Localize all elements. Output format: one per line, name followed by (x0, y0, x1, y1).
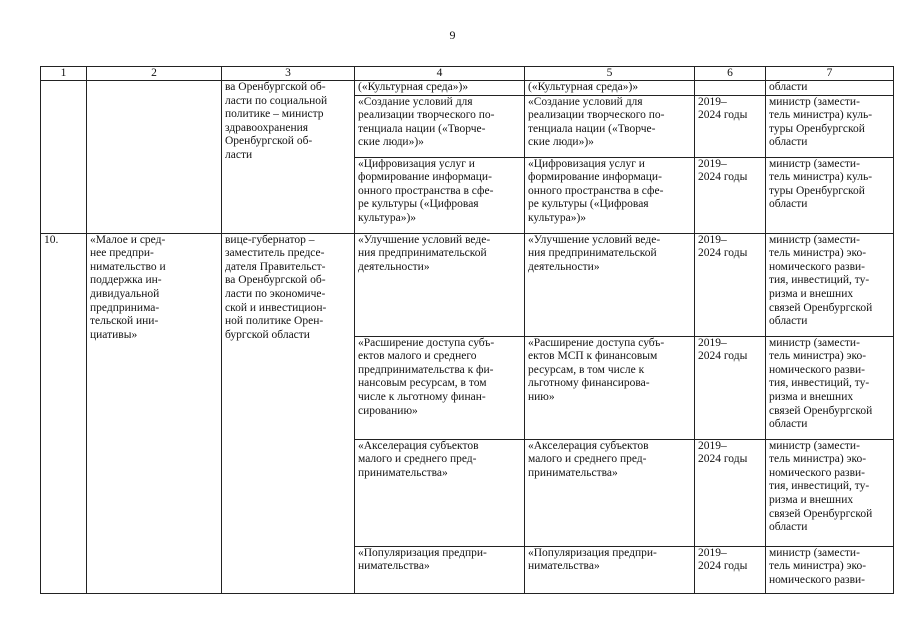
text-line: ре культуры («Цифровая (528, 198, 649, 211)
text-line: политике – министр (225, 108, 324, 121)
page-number: 9 (449, 28, 456, 42)
text-line: ектов малого и среднего (358, 350, 477, 363)
federal-project-cell (525, 95, 695, 157)
text-line: 2024 годы (698, 560, 748, 573)
text-line: «Акселерация субъектов (358, 439, 479, 452)
cell-text (225, 234, 351, 343)
text-line: тель министра) эко- (769, 350, 867, 363)
text-line: ния предпринимательской (358, 247, 487, 260)
cell-text (358, 158, 521, 226)
text-line: «Создание условий для (358, 95, 473, 108)
text-line: тия, инвестиций, ту- (769, 480, 870, 493)
regional-project-cell (355, 233, 525, 336)
text-line: ской и инвестицион- (225, 301, 327, 314)
text-line: министр (замести- (769, 157, 860, 170)
column-number: 2 (87, 67, 222, 81)
text-line: льготному финансирова- (528, 377, 650, 390)
text-line: малого и среднего пред- (358, 453, 477, 466)
text-line: сированию» (358, 404, 418, 417)
text-line: тель министра) эко- (769, 247, 867, 260)
text-line: 2019– (698, 157, 727, 170)
text-line: «Цифровизация услуг и (358, 157, 475, 170)
responsible-cell (766, 546, 894, 593)
text-line: «Расширение доступа субъ- (528, 336, 665, 349)
text-line: онного пространства в сфе- (358, 184, 494, 197)
text-line: ские люди»)» (528, 136, 594, 149)
cell-text (698, 96, 762, 123)
text-line: ектов МСП к финансовым (528, 350, 658, 363)
cell-text (769, 158, 890, 212)
text-line: ризма и внешних (769, 287, 854, 300)
text-line: 2019– (698, 95, 727, 108)
text-line: ва Оренбургской об- (225, 81, 326, 93)
national-project-cell (87, 81, 222, 234)
regional-project-cell (355, 336, 525, 439)
cell-text (698, 234, 762, 261)
text-line: тия, инвестиций, ту- (769, 274, 870, 287)
column-number: 4 (355, 67, 525, 81)
text-line: ния предпринимательской (528, 247, 657, 260)
text-line: тель министра) эко- (769, 453, 867, 466)
text-line: ласти по социальной (225, 94, 328, 107)
federal-project-cell (525, 439, 695, 546)
text-line: деятельности» (528, 260, 600, 273)
text-line: номического разви- (769, 260, 866, 273)
text-line: туры Оренбургской (769, 184, 865, 197)
period-cell (695, 336, 766, 439)
text-line: реализации творческого по- (528, 109, 665, 122)
table-row (41, 233, 894, 336)
text-line: («Культурная среда»)» (528, 81, 639, 93)
text-line: номического разви- (769, 363, 866, 376)
text-line: министр (замести- (769, 439, 860, 452)
column-number: 5 (525, 67, 695, 81)
text-line: области (769, 81, 808, 93)
text-line: культура»)» (528, 211, 587, 224)
text-line: принимательства» (358, 466, 448, 479)
text-line: числе к льготному финан- (358, 390, 486, 403)
text-line: предпринимательства к фи- (358, 363, 494, 376)
text-line: номического разви- (769, 573, 866, 586)
cell-text (769, 337, 890, 432)
text-line: бургской области (225, 328, 310, 341)
text-line: министр (замести- (769, 233, 860, 246)
cell-text (358, 81, 521, 95)
text-line: «Создание условий для (528, 95, 643, 108)
cell-text (698, 440, 762, 467)
text-line: области (769, 198, 808, 211)
text-line: «Улучшение условий веде- (358, 233, 491, 246)
cell-text (90, 234, 218, 343)
text-line: онного пространства в сфе- (528, 184, 664, 197)
curator-cell (222, 81, 355, 234)
text-line: нимательство и (90, 260, 166, 273)
national-project-cell (87, 233, 222, 593)
text-line: ризма и внешних (769, 493, 854, 506)
text-line: ной политике Орен- (225, 315, 324, 328)
cell-text (528, 81, 691, 95)
column-number: 1 (41, 67, 87, 81)
text-line: «Акселерация субъектов (528, 439, 649, 452)
text-line: министр (замести- (769, 336, 860, 349)
cell-text (528, 234, 691, 275)
text-line: тель министра) куль- (769, 171, 873, 184)
responsible-cell (766, 336, 894, 439)
text-line: 2019– (698, 233, 727, 246)
text-line: культура»)» (358, 211, 417, 224)
column-number: 7 (766, 67, 894, 81)
text-line: тельской ини- (90, 315, 159, 328)
text-line: нимательства» (358, 560, 430, 573)
text-line: тенциала нации («Творче- (528, 122, 656, 135)
text-line: дателя Правительст- (225, 260, 326, 273)
cell-text (528, 440, 691, 481)
text-line: здравоохранения (225, 121, 309, 134)
period-cell (695, 233, 766, 336)
column-number: 6 (695, 67, 766, 81)
period-cell (695, 157, 766, 233)
regional-project-cell (355, 439, 525, 546)
period-cell (695, 81, 766, 96)
text-line: министр (замести- (769, 546, 860, 559)
cell-text (769, 547, 890, 588)
cell-text (698, 337, 762, 364)
responsible-cell (766, 439, 894, 546)
text-line: поддержка ин- (90, 274, 162, 287)
text-line: ризма и внешних (769, 390, 854, 403)
federal-project-cell (525, 157, 695, 233)
cell-text (358, 337, 521, 419)
text-line: дивидуальной (90, 287, 160, 300)
text-line: 2024 годы (698, 247, 748, 260)
curator-cell (222, 233, 355, 593)
cell-text (698, 158, 762, 185)
text-line: нимательства» (528, 560, 600, 573)
text-line: тенциала нации («Творче- (358, 122, 486, 135)
regional-project-cell (355, 81, 525, 96)
regional-project-cell (355, 95, 525, 157)
cell-text (769, 81, 890, 95)
text-line: номического разви- (769, 466, 866, 479)
cell-text (769, 96, 890, 150)
text-line: ресурсам, в том числе к (528, 363, 645, 376)
regional-project-cell (355, 157, 525, 233)
text-line: «Популяризация предпри- (528, 546, 657, 559)
text-line: нее предпри- (90, 247, 154, 260)
text-line: области (769, 136, 808, 149)
text-line: тель министра) эко- (769, 560, 867, 573)
text-line: предпринима- (90, 301, 160, 314)
projects-table (40, 66, 894, 594)
responsible-cell (766, 233, 894, 336)
text-line: ва Оренбургской об- (225, 274, 326, 287)
text-line: 2024 годы (698, 171, 748, 184)
regional-project-cell (355, 546, 525, 593)
text-line: «Улучшение условий веде- (528, 233, 661, 246)
text-line: нию» (528, 390, 555, 403)
text-line: области (769, 521, 808, 534)
text-line: связей Оренбургской (769, 507, 873, 520)
text-line: 2024 годы (698, 350, 748, 363)
text-line: формирование информаци- (528, 171, 662, 184)
cell-text (358, 440, 521, 481)
text-line: «Цифровизация услуг и (528, 157, 645, 170)
cell-text (528, 96, 691, 150)
federal-project-cell (525, 546, 695, 593)
text-line: связей Оренбургской (769, 301, 873, 314)
federal-project-cell (525, 233, 695, 336)
text-line: «Популяризация предпри- (358, 546, 487, 559)
cell-text (358, 234, 521, 275)
text-line: ре культуры («Цифровая (358, 198, 479, 211)
responsible-cell (766, 81, 894, 96)
period-cell (695, 439, 766, 546)
column-number-row (41, 67, 894, 81)
text-line: тия, инвестиций, ту- (769, 377, 870, 390)
text-line: ласти (225, 148, 253, 161)
text-line: («Культурная среда»)» (358, 81, 469, 93)
text-line: 2024 годы (698, 109, 748, 122)
text-line: формирование информаци- (358, 171, 492, 184)
text-line: 2019– (698, 439, 727, 452)
text-line: реализации творческого по- (358, 109, 495, 122)
cell-text (358, 547, 521, 574)
text-line: области (769, 418, 808, 431)
text-line: «Малое и сред- (90, 233, 166, 246)
text-line: принимательства» (528, 466, 618, 479)
cell-text (698, 547, 762, 574)
text-line: области (769, 315, 808, 328)
number-cell (41, 81, 87, 234)
period-cell (695, 546, 766, 593)
text-line: заместитель предсе- (225, 247, 325, 260)
text-line: циативы» (90, 328, 138, 341)
text-line: тель министра) куль- (769, 109, 873, 122)
cell-text (225, 81, 351, 163)
cell-text (358, 96, 521, 150)
table-row (41, 81, 894, 96)
text-line: 2019– (698, 546, 727, 559)
text-line: 2019– (698, 336, 727, 349)
text-line: ские люди»)» (358, 136, 424, 149)
federal-project-cell (525, 81, 695, 96)
text-line: «Расширение доступа субъ- (358, 336, 495, 349)
responsible-cell (766, 95, 894, 157)
text-line: туры Оренбургской (769, 122, 865, 135)
text-line: малого и среднего пред- (528, 453, 647, 466)
text-line: деятельности» (358, 260, 430, 273)
number-cell: 10. (41, 233, 87, 593)
text-line: связей Оренбургской (769, 404, 873, 417)
text-line: ласти по экономиче- (225, 287, 326, 300)
period-cell (695, 95, 766, 157)
column-number: 3 (222, 67, 355, 81)
cell-text (769, 440, 890, 535)
responsible-cell (766, 157, 894, 233)
text-line: вице-губернатор – (225, 233, 315, 246)
cell-text (528, 547, 691, 574)
text-line: 2024 годы (698, 453, 748, 466)
text-line: министр (замести- (769, 95, 860, 108)
text-line: Оренбургской об- (225, 135, 313, 148)
federal-project-cell (525, 336, 695, 439)
text-line: нансовым ресурсам, в том (358, 377, 487, 390)
cell-text (528, 158, 691, 226)
cell-text (769, 234, 890, 329)
cell-text (528, 337, 691, 405)
